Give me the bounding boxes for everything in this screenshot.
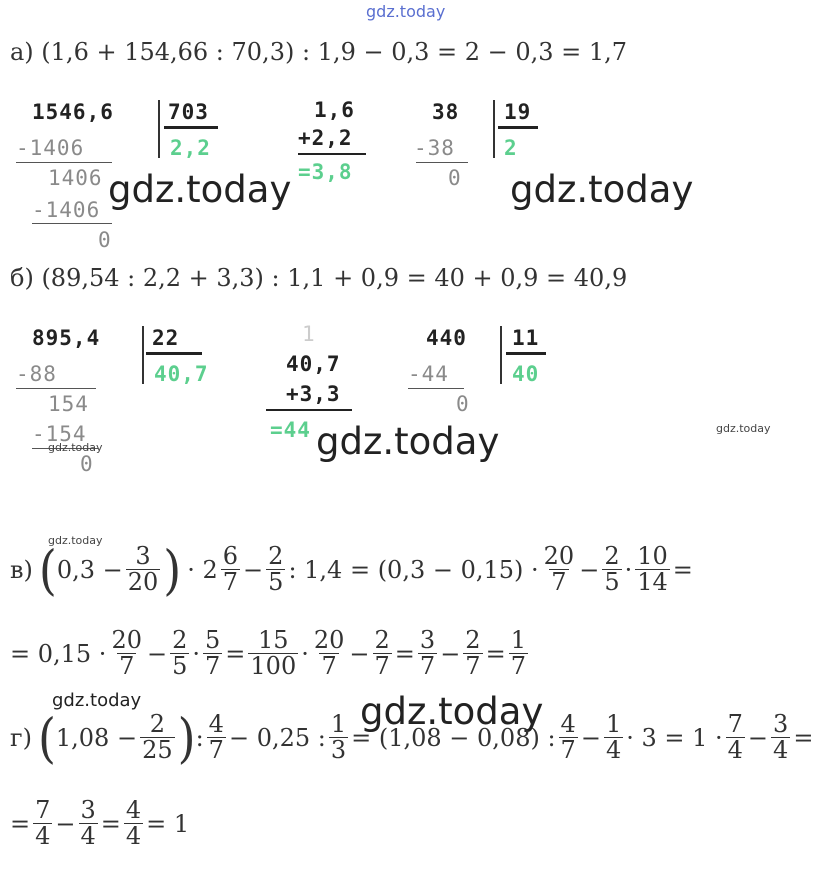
b-div1-quotient: 40,7	[154, 362, 209, 386]
b-div1-sub1: -88	[16, 362, 57, 386]
label-g: г)	[10, 723, 32, 752]
v-l2-t1: = 0,15 ·	[10, 639, 107, 668]
fraction: $\frac{5}{7}$	[205, 626, 221, 681]
fraction: $\frac{3}{7}$	[419, 626, 436, 681]
expression-v-line2	[10, 628, 531, 679]
fraction: $\frac{10}{14}$	[637, 542, 668, 597]
b-div2-quotient: 40	[512, 362, 540, 386]
b-div2-divisor: 11	[512, 326, 540, 350]
watermark-small: gdz.today	[716, 422, 771, 435]
a-div1-divisor: 703	[168, 100, 209, 124]
watermark-top: gdz.today	[366, 2, 446, 21]
label-v: в)	[10, 555, 33, 584]
fraction: $\frac{20}{7}$	[313, 626, 345, 681]
b-div1-sub2: -154	[32, 422, 87, 446]
fraction: $\frac{15}{100}$	[250, 626, 297, 681]
g-l1-t7: −	[747, 723, 769, 752]
b-div1-rem2: 0	[80, 452, 94, 476]
a-div1-rule1	[16, 162, 112, 163]
g-l1-t1: 1,08 −	[55, 723, 138, 752]
a-div2-rem: 0	[448, 166, 462, 190]
a-div2-rule	[416, 162, 468, 163]
b-div2-dividend: 440	[426, 326, 467, 350]
watermark-medium: gdz.today	[52, 690, 142, 711]
a-div1-rem1: 1406	[48, 166, 103, 190]
v-l2-t9: =	[485, 639, 506, 668]
a-div1-dividend: 1546,6	[32, 100, 114, 124]
a-div1-quotient: 2,2	[170, 136, 211, 160]
a-add-sum: =3,8	[298, 160, 353, 184]
v-l1-t2: · 2	[187, 555, 218, 584]
a-div2-quotient: 2	[504, 136, 518, 160]
watermark-big: gdz.today	[360, 690, 544, 733]
g-l2-t2: −	[55, 809, 76, 838]
expression-g-line2	[10, 798, 189, 849]
v-l2-t2: −	[146, 639, 168, 668]
watermark-small: gdz.today	[48, 534, 103, 547]
watermark-big: gdz.today	[316, 420, 500, 463]
b-add-a: 40,7	[286, 352, 341, 376]
b-div1-rule1	[16, 388, 96, 389]
v-l1-t5: −	[579, 555, 600, 584]
b-div1-divisor: 22	[152, 326, 180, 350]
g-l1-t5: −	[580, 723, 601, 752]
v-l2-t7: =	[394, 639, 415, 668]
b-add-carry: 1	[302, 322, 316, 346]
expression-g-line1: г) ( 1,08 − $\frac{2}{25}$ ) : $\frac{4}{7}$ − 0,25 : $\frac{1}{3}$ = (1,08 − 0,08) : $\frac{4}{7}$ − $\frac{1}{4}$ · 3 = 1 · $\frac{7}{4}$ − $\frac{3}{4}$ =	[10, 706, 814, 769]
b-div2-sub: -44	[408, 362, 449, 386]
g-l1-t8: =	[793, 723, 814, 752]
v-l2-t8: −	[440, 639, 461, 668]
v-l2-t4: =	[225, 639, 246, 668]
a-add-a: 1,6	[314, 98, 355, 122]
b-div1-divisor-line	[146, 352, 202, 355]
a-div2-divisor: 19	[504, 100, 532, 124]
a-div2-dividend: 38	[432, 100, 460, 124]
fraction: $\frac{2}{25}$	[142, 710, 173, 765]
v-l2-t6: −	[349, 639, 370, 668]
a-div2-bar	[493, 100, 495, 158]
v-l1-t4: : 1,4 = (0,3 − 0,15) ·	[288, 555, 539, 584]
fraction: $\frac{4}{7}$	[560, 710, 576, 765]
watermark-big: gdz.today	[510, 168, 694, 211]
fraction: $\frac{2}{5}$	[268, 542, 284, 597]
a-div1-rule2	[32, 223, 112, 224]
fraction: $\frac{6}{7}$	[222, 542, 239, 597]
g-l2-t4: = 1	[146, 809, 190, 838]
b-div2-divisor-line	[506, 352, 546, 355]
fraction: $\frac{3}{4}$	[80, 796, 96, 851]
b-div2-rule	[408, 388, 464, 389]
fraction: $\frac{3}{20}$	[127, 542, 159, 597]
fraction: $\frac{2}{5}$	[172, 626, 188, 681]
v-l1-t3: −	[243, 555, 264, 584]
fraction: $\frac{2}{5}$	[604, 542, 620, 597]
b-div1-dividend: 895,4	[32, 326, 101, 350]
a-div1-rem2: 0	[98, 228, 112, 252]
g-l1-t3: − 0,25 :	[228, 723, 326, 752]
a-div1-divisor-line	[164, 126, 218, 129]
a-div2-sub: -38	[414, 136, 455, 160]
g-l1-t4: = (1,08 − 0,08) :	[351, 723, 556, 752]
fraction: $\frac{4}{7}$	[208, 710, 224, 765]
fraction: $\frac{1}{7}$	[510, 626, 526, 681]
a-add-line	[298, 153, 366, 155]
fraction: $\frac{4}{4}$	[125, 796, 142, 851]
b-div1-rem1: 154	[48, 392, 89, 416]
v-l1-t7: =	[672, 555, 693, 584]
b-div2-bar	[500, 326, 502, 384]
g-l2-t1: =	[10, 809, 31, 838]
v-l1-t1: 0,3 −	[56, 555, 123, 584]
a-div2-divisor-line	[498, 126, 538, 129]
a-add-b: +2,2	[298, 126, 353, 150]
g-l1-t6: · 3 = 1 ·	[626, 723, 723, 752]
a-div1-sub1: -1406	[16, 136, 85, 160]
v-l1-t6: ·	[624, 555, 633, 584]
b-div2-rem: 0	[456, 392, 470, 416]
fraction: $\frac{3}{4}$	[773, 710, 789, 765]
fraction: $\frac{7}{4}$	[727, 710, 743, 765]
g-l2-t3: =	[100, 809, 121, 838]
a-div1-sub2: -1406	[32, 198, 101, 222]
fraction: $\frac{1}{4}$	[605, 710, 622, 765]
expression-v-line1: в) ( 0,3 − $\frac{3}{20}$ ) · 2 $\frac{6}{7}$ − $\frac{2}{5}$ : 1,4 = (0,3 − 0,15) · $\frac{20}{7}$ − $\frac{2}{5}$ · $\frac{10}{14}$ =	[10, 538, 693, 601]
fraction: $\frac{20}{7}$	[111, 626, 142, 681]
fraction: $\frac{2}{7}$	[374, 626, 390, 681]
fraction: $\frac{2}{7}$	[465, 626, 481, 681]
watermark-big: gdz.today	[108, 168, 292, 211]
b-div1-bar	[142, 326, 144, 384]
a-div1-bar	[158, 100, 160, 158]
b-add-b: +3,3	[286, 382, 341, 406]
v-l2-t3: ·	[192, 639, 201, 668]
fraction: $\frac{7}{4}$	[35, 796, 51, 851]
b-add-sum: =44	[270, 418, 311, 442]
fraction: $\frac{20}{7}$	[543, 542, 575, 597]
fraction: $\frac{1}{3}$	[330, 710, 347, 765]
b-add-line	[266, 409, 352, 411]
expression-b: б) (89,54 : 2,2 + 3,3) : 1,1 + 0,9 = 40 + 0,9 = 40,9	[10, 264, 628, 292]
expression-a: а) (1,6 + 154,66 : 70,3) : 1,9 − 0,3 = 2 − 0,3 = 1,7	[10, 38, 628, 66]
g-l1-t2: :	[195, 723, 204, 752]
v-l2-t5: ·	[301, 639, 309, 668]
watermark-small: gdz.today	[48, 441, 103, 454]
